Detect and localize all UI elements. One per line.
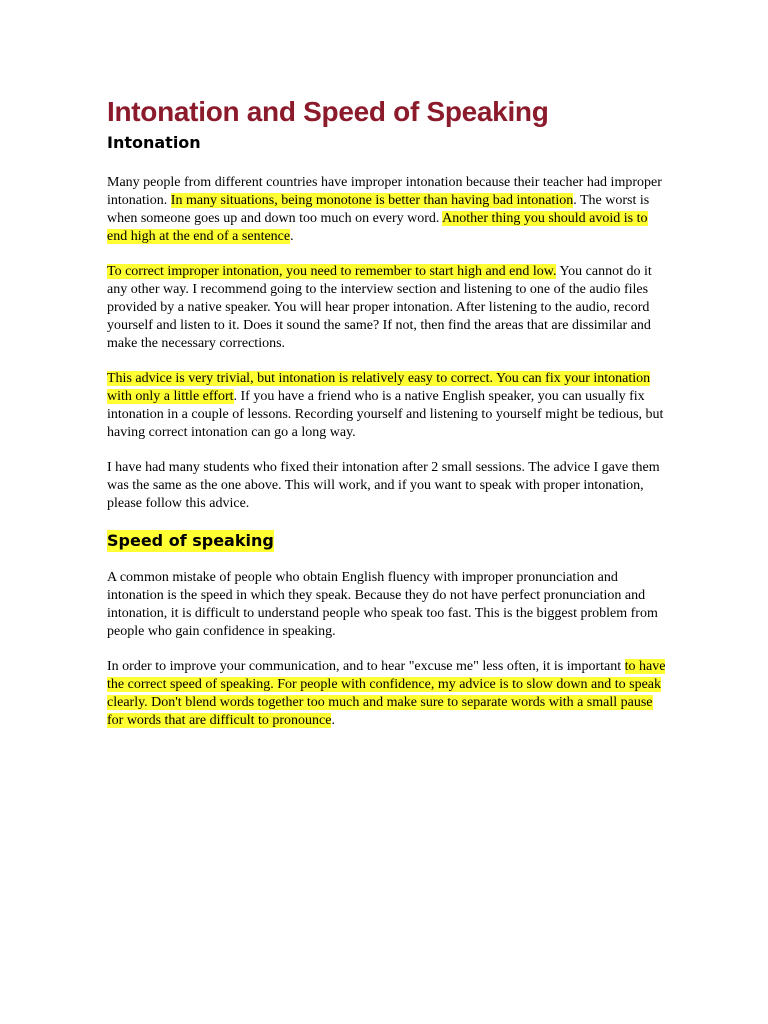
text-run: Many people from different countries have improper intonation because their teacher had improper intonation. bbox=[107, 175, 662, 208]
paragraph-intonation-4: I have had many students who fixed their intonation after 2 small sessions. The advice I gave them was the same as the one above. This will work, and if you want to speak with proper intonation, please follow this advice. bbox=[107, 460, 660, 511]
paragraph-intonation-1 bbox=[107, 174, 667, 246]
text-run: . If you have a friend who is a native English speaker, you can usually fix intonation in a couple of lessons. Recording yourself and listening to yourself might be tedious, but having correct intonation can go a long way. bbox=[107, 389, 664, 440]
highlighted-text: This advice is very trivial, but intonation is relatively easy to correct. You can fix your intonation with only a little effort bbox=[107, 371, 651, 404]
text-run: . The worst is when someone goes up and down too much on every word. bbox=[107, 193, 650, 226]
highlighted-text: Another thing you should avoid is to end high at the end of a sentence bbox=[107, 211, 648, 244]
document-title: Intonation and Speed of Speaking bbox=[107, 96, 549, 127]
paragraph-speed-1: A common mistake of people who obtain English fluency with improper pronunciation and intonation is the speed in which they speak. Because they do not have perfect pronunciation and intonation, it is difficult to understand people who speak too fast. This is the biggest problem from people who gain confidence in speaking. bbox=[107, 570, 658, 639]
text-run: . bbox=[290, 229, 294, 244]
text-run: In order to improve your communication, and to hear "excuse me" less often, it is important bbox=[107, 659, 625, 674]
text-run: You cannot do it any other way. I recommend going to the interview section and listening to one of the audio files provided by a native speaker. You will hear proper intonation. After listening to the audio, record yourself and listen to it. Does it sound the same? If not, then find the areas that are dissimilar and make the necessary corrections. bbox=[107, 264, 652, 351]
section-heading-speed: Speed of speaking bbox=[107, 531, 274, 550]
highlighted-text: To correct improper intonation, you need to remember to start high and end low. bbox=[107, 264, 557, 279]
document-page bbox=[107, 92, 667, 730]
highlighted-text: to have the correct speed of speaking. For people with confidence, my advice is to slow down and to speak clearly. Don't blend words together too much and make sure to separate words with a small pause for words that are difficult to pronounce bbox=[107, 659, 666, 728]
paragraph-intonation-3 bbox=[107, 370, 667, 442]
text-run: . bbox=[331, 713, 335, 728]
paragraph-intonation-2 bbox=[107, 263, 667, 353]
paragraph-speed-2 bbox=[107, 658, 667, 730]
section-heading-intonation: Intonation bbox=[107, 133, 201, 152]
highlighted-text: In many situations, being monotone is better than having bad intonation bbox=[170, 193, 574, 208]
